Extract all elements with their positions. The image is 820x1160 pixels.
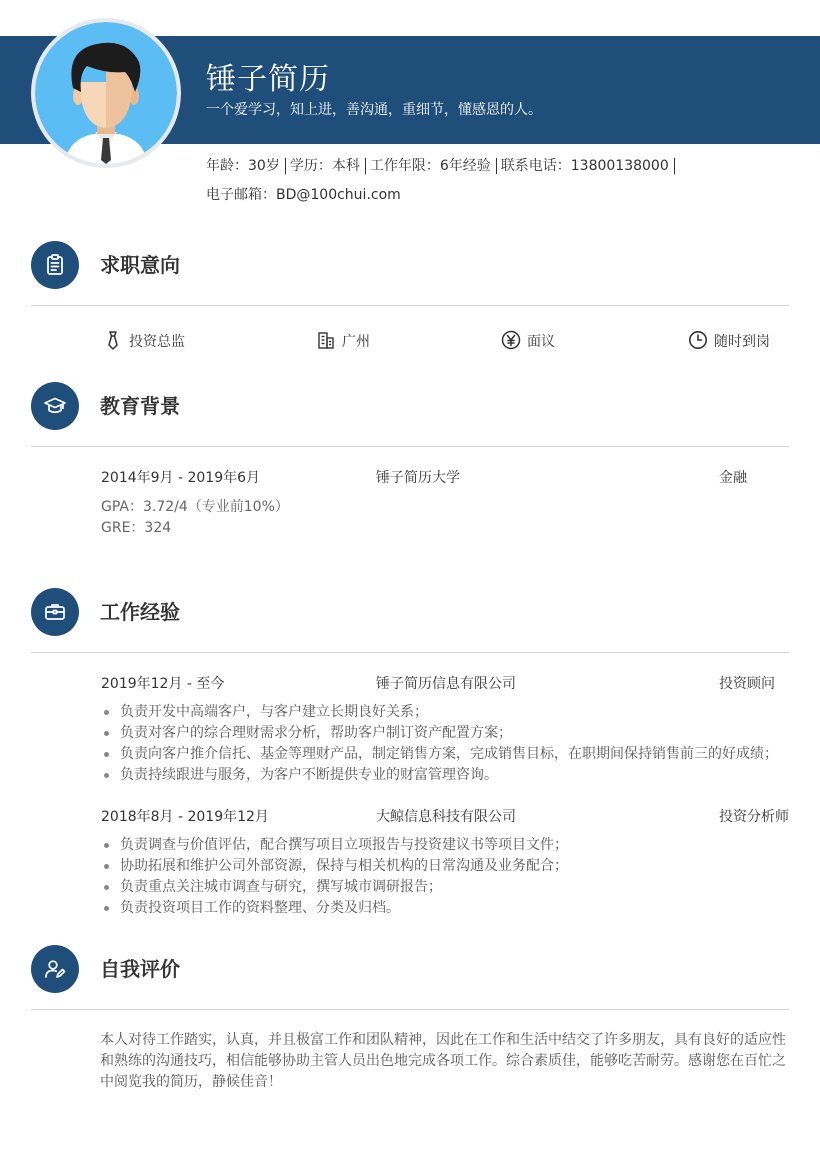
section-divider	[31, 652, 789, 653]
intent-salary	[501, 330, 555, 353]
intent-city-label: 广州	[342, 334, 370, 350]
intent-position-label: 投资总监	[129, 334, 185, 350]
resume-name: 锤子简历	[206, 62, 330, 97]
education-major: 金融	[719, 470, 747, 486]
section-divider	[31, 446, 789, 447]
avatar	[31, 18, 181, 168]
intent-availability-label: 随时到岗	[714, 334, 770, 350]
clock-icon	[688, 330, 708, 350]
job-period: 2018年8月 - 2019年12月	[101, 809, 269, 825]
intent-position	[103, 330, 185, 353]
job-period: 2019年12月 - 至今	[101, 676, 225, 692]
briefcase-icon	[43, 600, 67, 624]
education-info: 学历：本科	[290, 158, 366, 174]
intent-salary-label: 面议	[527, 334, 555, 350]
duty-item: 负责对客户的综合理财需求分析，帮助客户制订资产配置方案；	[100, 723, 778, 744]
intent-availability	[688, 330, 770, 353]
intention-section-icon	[31, 241, 79, 289]
education-period: 2014年9月 - 2019年6月	[101, 470, 261, 486]
education-section-icon	[31, 382, 79, 430]
clipboard-icon	[43, 253, 67, 277]
experience-info: 工作年限：6年经验	[370, 158, 497, 174]
job-position: 投资分析师	[719, 809, 789, 825]
job-duties	[100, 702, 778, 786]
self-eval-title: 自我评价	[100, 957, 180, 981]
basic-info-row	[206, 156, 679, 176]
email-info: 电子邮箱：BD@100chui.com	[206, 187, 401, 203]
intent-city	[316, 330, 370, 353]
education-gre: GRE：324	[101, 520, 172, 536]
section-divider	[31, 1009, 789, 1010]
education-title: 教育背景	[100, 394, 180, 418]
duty-item: 负责开发中高端客户，与客户建立长期良好关系；	[100, 702, 778, 723]
duty-item: 负责调查与价值评估，配合撰写项目立项报告与投资建议书等项目文件；	[100, 835, 568, 856]
section-divider	[31, 305, 789, 306]
duty-item: 负责重点关注城市调查与研究，撰写城市调研报告；	[100, 877, 568, 898]
building-icon	[316, 330, 336, 350]
yen-icon	[501, 330, 521, 350]
person-edit-icon	[43, 957, 67, 981]
duty-item: 负责持续跟进与服务，为客户不断提供专业的财富管理咨询。	[100, 765, 778, 786]
work-section-icon	[31, 588, 79, 636]
self-eval-text: 本人对待工作踏实，认真，并且极富工作和团队精神，因此在工作和生活中结交了许多朋友，具有良好的适应性和熟练的沟通技巧，相信能够协助主管人员出色地完成各项工作。综合素质佳，能够吃苦耐劳。感谢您在百忙之中阅览我的简历，静候佳音！	[100, 1032, 786, 1090]
education-gpa: GPA：3.72/4（专业前10%）	[101, 499, 289, 515]
graduation-cap-icon	[43, 394, 67, 418]
age-info: 年龄：30岁	[206, 158, 286, 174]
duty-item: 负责向客户推介信托、基金等理财产品，制定销售方案，完成销售目标，在职期间保持销售前三的好成绩；	[100, 744, 778, 765]
work-title: 工作经验	[100, 600, 180, 624]
avatar-illustration	[35, 22, 177, 164]
phone-info: 联系电话：13800138000	[501, 158, 675, 174]
job-position: 投资顾问	[719, 676, 775, 692]
motto: 一个爱学习，知上进，善沟通，重细节，懂感恩的人。	[206, 102, 542, 118]
tie-icon	[103, 330, 123, 350]
education-school: 锤子简历大学	[376, 470, 460, 486]
self-eval-section-icon	[31, 945, 79, 993]
job-company: 锤子简历信息有限公司	[376, 676, 516, 692]
intention-title: 求职意向	[100, 253, 180, 277]
duty-item: 协助拓展和维护公司外部资源，保持与相关机构的日常沟通及业务配合；	[100, 856, 568, 877]
job-company: 大鲸信息科技有限公司	[376, 809, 516, 825]
duty-item: 负责投资项目工作的资料整理、分类及归档。	[100, 898, 568, 919]
job-duties	[100, 835, 568, 919]
